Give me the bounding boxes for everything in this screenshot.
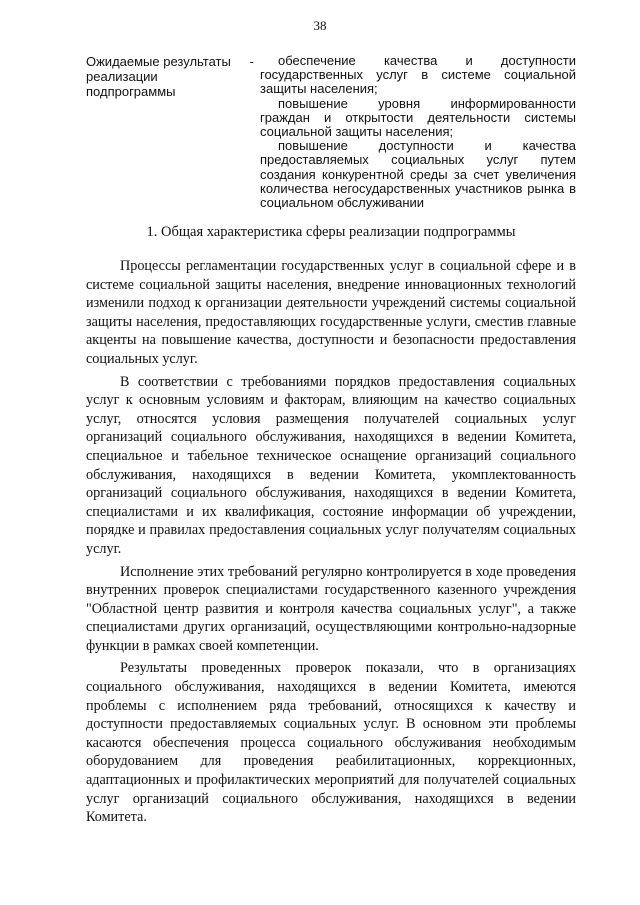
label-dash: - (249, 54, 254, 69)
section-heading: 1. Общая характеристика сферы реализации подпрограммы (146, 224, 516, 240)
expected-result-item: повышение уровня информированности граждан и открытости деятельности системы социальной защиты населения; (260, 95, 576, 140)
expected-results-list (260, 54, 576, 210)
expected-result-item: обеспечение качества и доступности государственных услуг в системе социальной защиты населения; (260, 53, 576, 97)
expected-results-block (86, 54, 576, 210)
page-number: 38 (313, 18, 327, 33)
expected-results-label-text: Ожидаемые результаты реализации подпрограммы (86, 54, 231, 99)
expected-results-label (86, 54, 254, 210)
expected-result-item: повышение доступности и качества предоставляемых социальных услуг путем создания конкурентной среды за счет увеличения количества негосударственных участников рынка в социальном обслуживании (260, 138, 576, 211)
body-paragraph: В соответствии с требованиями порядков предоставления социальных услуг к основным условиям и факторам, влияющим на качество социальных услуг, относятся условия размещения получателей социальных услуг организаций социального обслуживания, находящихся в ведении Комитета, специальное и табельное техническое оснащение организаций социального обслуживания, находящихся в ведении Комитета, укомплектованность организаций социального обслуживания, находящихся в ведении Комитета, специалистами и их квалификация, состояние информации об учреждении, порядке и правилах предоставления социальных услуг получателям социальных услуг. (86, 373, 576, 557)
body-paragraph: Исполнение этих требований регулярно контролируется в ходе проведения внутренних проверок специалистами государственного казенного учреждения "Областной центр развития и контроля качества социальных услуг", а также специалистами других организаций, осуществляющими контрольно-надзорные функции в рамках своей компетенции. (86, 563, 576, 654)
body-paragraph: Результаты проведенных проверок показали, что в организациях социального обслуживания, находящихся в ведении Комитета, имеются проблемы с исполнением ряда требований, относящихся к качеству и доступности предоставляемых социальных услуг. В основном эти проблемы касаются обеспечения процесса социального обслуживания необходимым оборудованием для проведения реабилитационных, коррекционных, адаптационных и профилактических мероприятий для получателей социальных услуг организаций социального обслуживания, находящихся в ведении Комитета. (86, 660, 576, 826)
body-paragraph: Процессы регламентации государственных услуг в социальной сфере и в системе социальной защиты населения, внедрение инновационных технологий изменили подход к организации деятельности учреждений системы социальной защиты населения, предоставляющих государственные услуги, сместив главные акценты на повышение качества, доступности и безопасности предоставления социальных услуг. (86, 258, 576, 367)
body-text (86, 257, 576, 831)
